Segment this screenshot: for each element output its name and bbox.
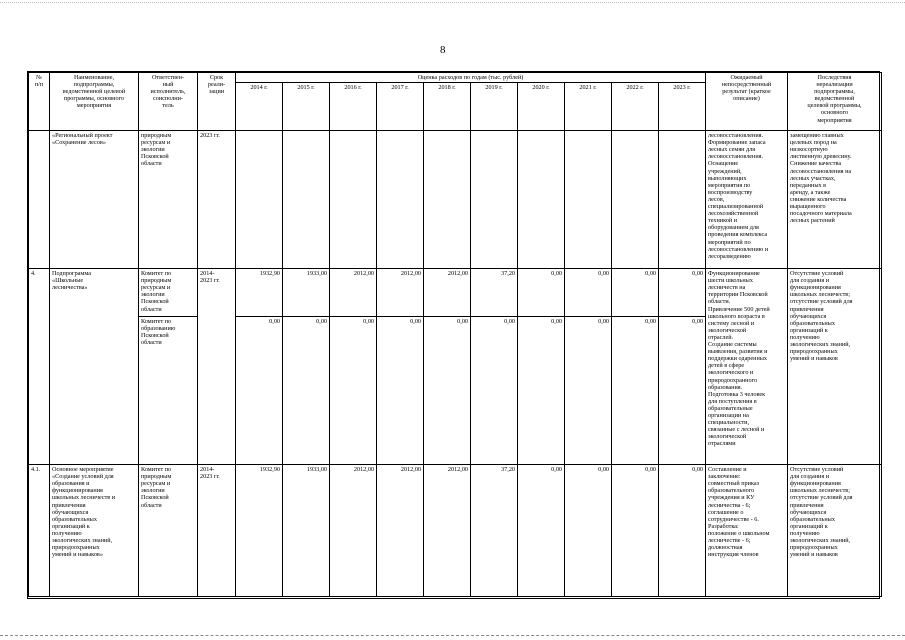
header-period: Срок реали- зации	[198, 73, 236, 131]
row-value: 0,00	[659, 269, 706, 317]
table-row	[29, 269, 882, 317]
header-year: 2020 г.	[518, 83, 565, 131]
row-consequences: замещению главных целевых пород на низкосортную лиственную древесину. Снижение качества лесовосстановления на лесных участках, переданных в аренду, а также снижение количества выращенного посадочного материала лесных растений	[788, 131, 882, 269]
header-year: 2018 г.	[424, 83, 471, 131]
row-value	[330, 131, 377, 269]
row-value: 0,00	[283, 317, 330, 465]
row-value: 0,00	[612, 269, 659, 317]
row-value: 0,00	[518, 317, 565, 465]
row-period: 2014- 2023 гг.	[198, 269, 236, 465]
table-row	[29, 465, 882, 597]
header-year: 2017 г.	[377, 83, 424, 131]
row-executor: природным ресурсам и экологии Псковской области	[139, 131, 198, 269]
row-value: 2012,00	[330, 269, 377, 317]
header-num: № п/п	[29, 73, 50, 131]
row-name: Основное мероприятие «Создание условий для образования и функционирования школьных лесничеств и привлечения обучающихся образовательных организаций к получению экологических знаний, природоохранных умений и навыков»	[50, 465, 139, 597]
row-value: 0,00	[565, 317, 612, 465]
row-name: Подпрограмма «Школьные лесничества»	[50, 269, 139, 465]
row-value: 0,00	[424, 317, 471, 465]
header-cost-group: Оценка расходов по годам (тыс. рублей)	[236, 73, 706, 83]
row-value: 0,00	[471, 317, 518, 465]
scan-bottom-edge	[0, 635, 905, 636]
row-value: 2012,00	[377, 269, 424, 317]
row-value: 0,00	[612, 317, 659, 465]
row-result: Составление и заключение: совместный приказ образовательного учреждения и КУ лесничества - 6; соглашение о сотрудничестве - 6. Разработка: положение о школьном лесничестве - 6; должностная инструкция членов	[706, 465, 788, 597]
row-value	[518, 131, 565, 269]
row-executor: Комитет по образованию Псковской области	[139, 317, 198, 465]
row-value: 2012,00	[330, 465, 377, 597]
row-num	[29, 131, 50, 269]
document-table-frame	[27, 71, 880, 599]
row-value	[424, 131, 471, 269]
row-period: 2014- 2023 гг.	[198, 465, 236, 597]
row-name: «Региональный проект «Сохранение лесов»	[50, 131, 139, 269]
header-result: Ожидаемый непосредственный результат (краткое описание)	[706, 73, 788, 131]
row-value: 0,00	[565, 269, 612, 317]
row-num: 4.1.	[29, 465, 50, 597]
row-value: 0,00	[659, 465, 706, 597]
row-value: 1933,00	[283, 269, 330, 317]
row-value: 37,20	[471, 465, 518, 597]
row-executor: Комитет по природным ресурсам и экологии Псковской области	[139, 269, 198, 317]
row-value: 1932,90	[236, 465, 283, 597]
row-value: 0,00	[659, 317, 706, 465]
row-value	[236, 131, 283, 269]
row-value: 37,20	[471, 269, 518, 317]
row-value: 1932,90	[236, 269, 283, 317]
row-value	[471, 131, 518, 269]
page-number: 8	[440, 44, 446, 56]
row-value: 0,00	[518, 269, 565, 317]
row-result: лесовосстановления. Формирование запаса лесных семян для лесовосстановления. Оснащение учреждений, выполняющих мероприятия по воспроизводству лесов, специализированной лесохозяйственной техникой и оборудованием для проведения комплекса мероприятий по лесовосстановлению и лесоразведению	[706, 131, 788, 269]
header-year: 2016 г.	[330, 83, 377, 131]
row-value: 0,00	[330, 317, 377, 465]
row-value	[565, 131, 612, 269]
row-executor: Комитет по природным ресурсам и экологии Псковской области	[139, 465, 198, 597]
header-year: 2022 г.	[612, 83, 659, 131]
header-year: 2015 г.	[283, 83, 330, 131]
row-value: 2012,00	[424, 465, 471, 597]
header-year: 2023 г.	[659, 83, 706, 131]
row-consequences: Отсутствие условий для создания и функционирования школьных лесничеств; отсутствие условий для привлечения обучающихся образовательных организаций к получению экологических знаний, природоохранных умений и навыков	[788, 465, 882, 597]
row-num: 4.	[29, 269, 50, 465]
row-consequences: Отсутствие условий для создания и функционирования школьных лесничеств; отсутствие условий для привлечения обучающихся образовательных организаций к получению экологических знаний, природоохранных умений и навыков	[788, 269, 882, 465]
header-year: 2019 г.	[471, 83, 518, 131]
scan-top-edge	[0, 2, 905, 3]
row-value: 2012,00	[377, 465, 424, 597]
row-value	[659, 131, 706, 269]
row-value: 2012,00	[424, 269, 471, 317]
row-value: 0,00	[612, 465, 659, 597]
header-executor: Ответствен- ный исполнитель, соисполни- тель	[139, 73, 198, 131]
row-result: Функционирование шести школьных лесничеств на территории Псковской области. Привлечение 500 детей школьного возраста в систему лесной и экологической отраслей. Создание системы выявления, развития и поддержки одаренных детей в сфере экологического и природоохранного образования. Подготовка 3 человек для поступления в образовательные организации на специальности, связанные с лесной и экологической отраслями	[706, 269, 788, 465]
row-period: 2023 гг.	[198, 131, 236, 269]
row-value: 0,00	[236, 317, 283, 465]
expenditure-table	[28, 72, 882, 597]
table-row	[29, 131, 882, 269]
header-name: Наименование, подпрограммы, ведомственной целевой программы, основного мероприятия	[50, 73, 139, 131]
row-value: 0,00	[518, 465, 565, 597]
row-value	[612, 131, 659, 269]
row-value: 0,00	[565, 465, 612, 597]
header-year: 2014 г.	[236, 83, 283, 131]
header-consequences: Последствия нереализации подпрограммы, ведомственной целевой программы, основного мероприятия	[788, 73, 882, 131]
row-value: 1933,00	[283, 465, 330, 597]
row-value	[377, 131, 424, 269]
row-value: 0,00	[377, 317, 424, 465]
header-year: 2021 г.	[565, 83, 612, 131]
row-value	[283, 131, 330, 269]
